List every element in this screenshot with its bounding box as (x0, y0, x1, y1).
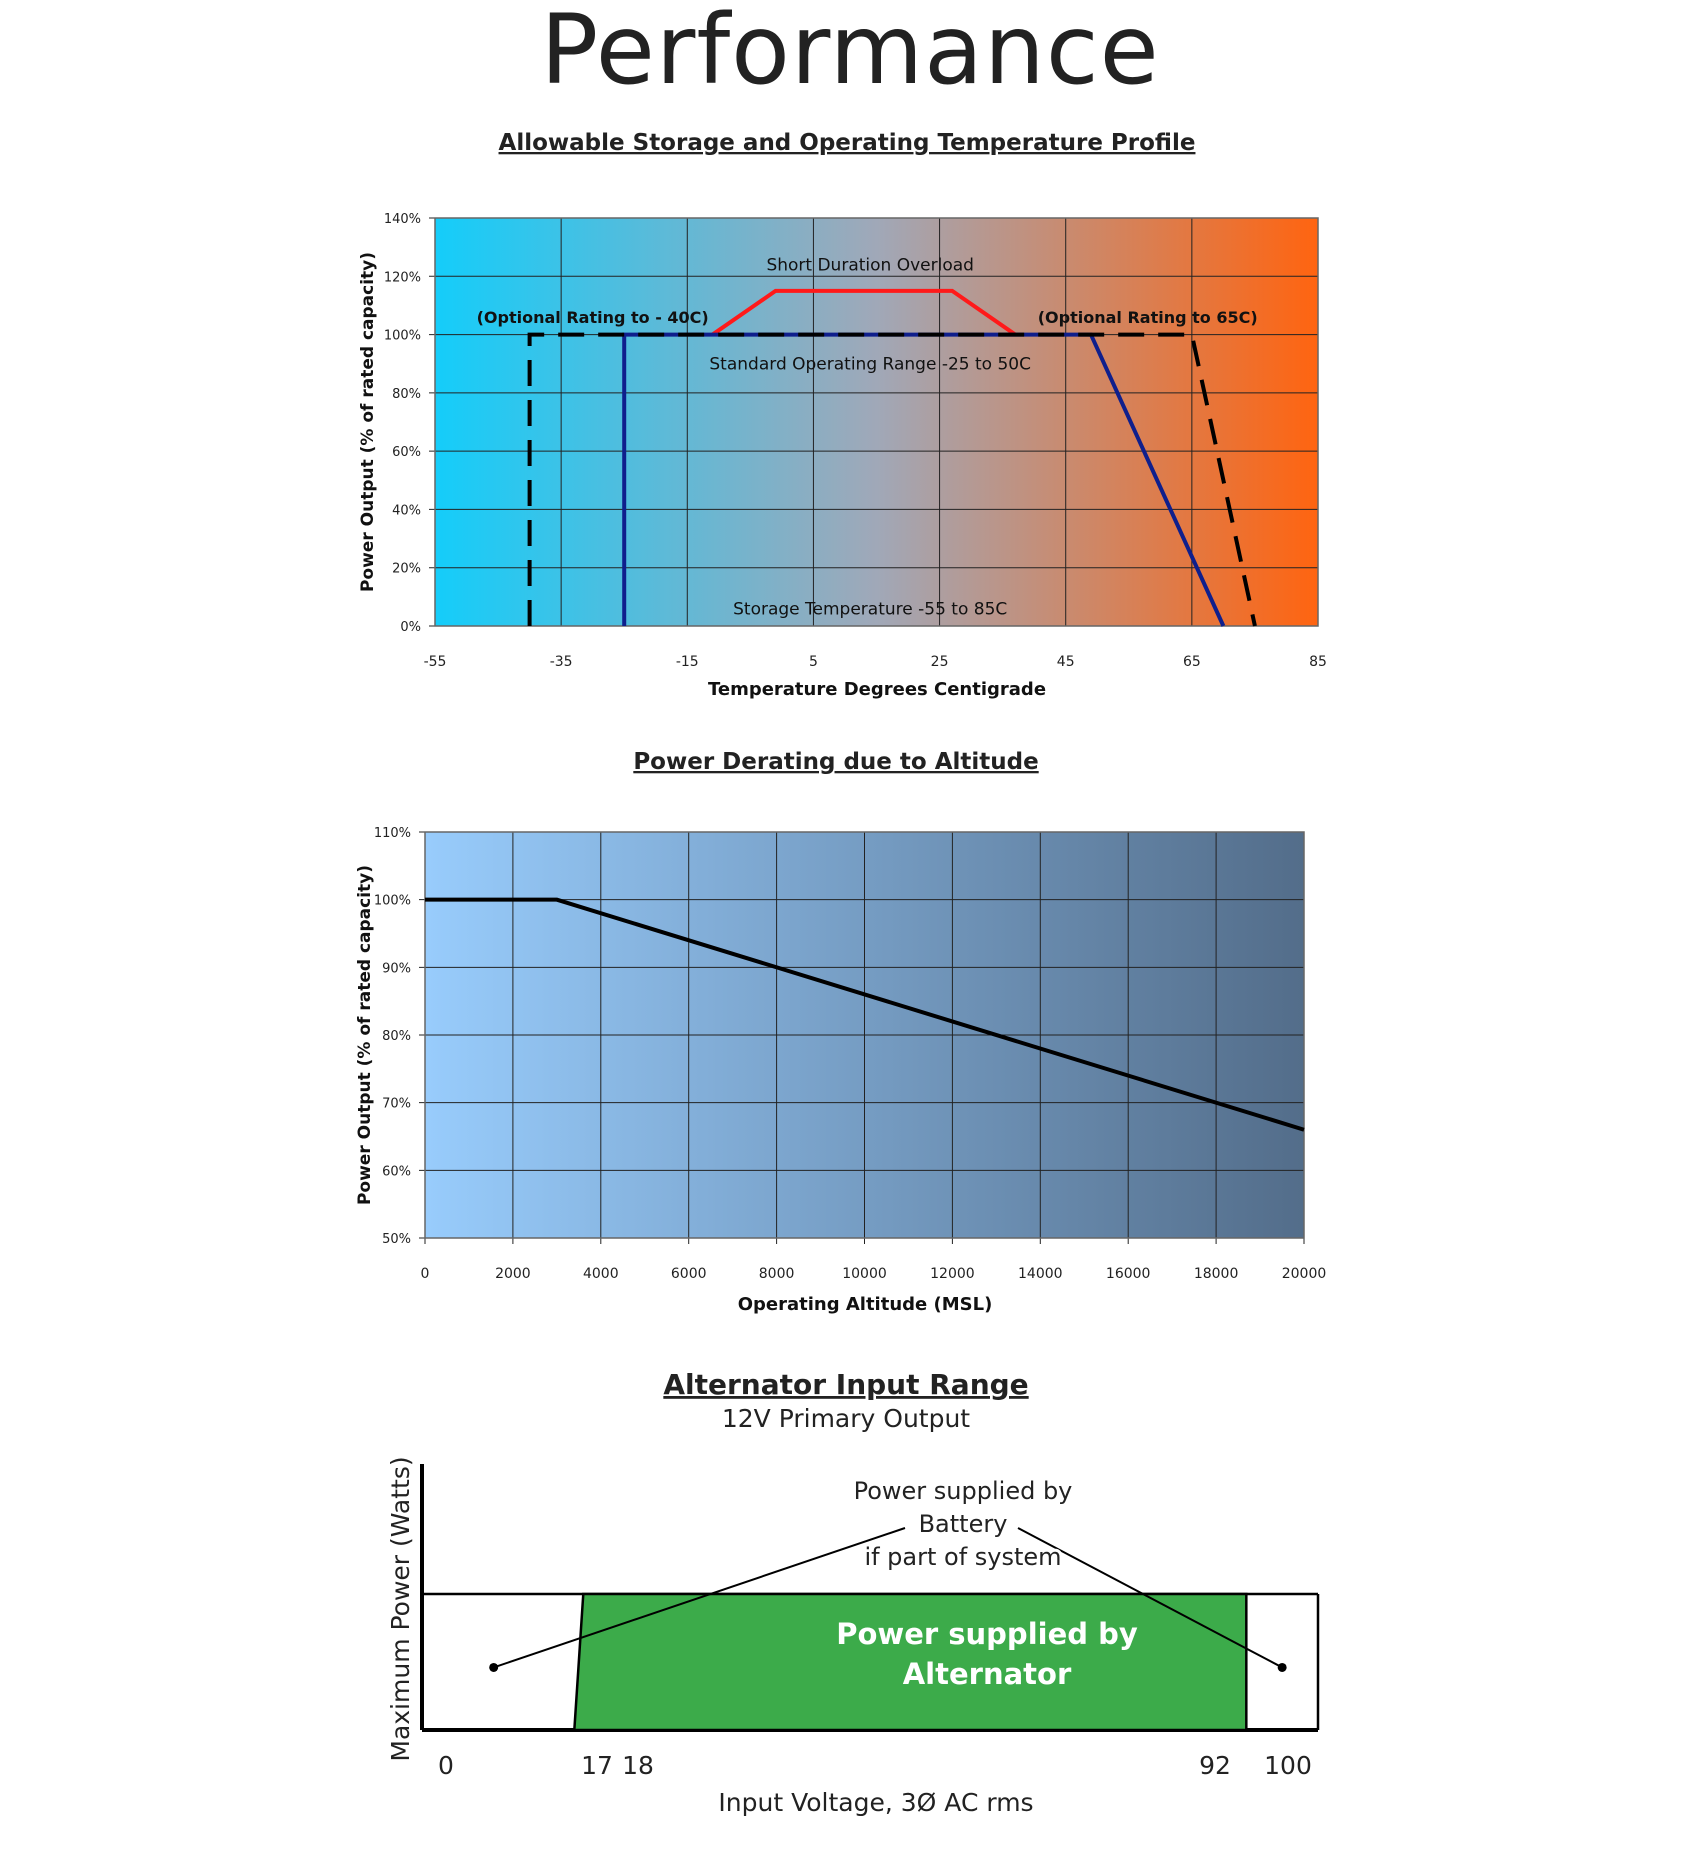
x-tick-label: 100 (1264, 1751, 1312, 1780)
alternator-label: Power supplied by (836, 1617, 1138, 1651)
x-axis-label: Operating Altitude (MSL) (737, 1294, 993, 1315)
y-tick-label: 50% (382, 1232, 411, 1247)
x-tick-label: 45 (1056, 654, 1075, 670)
y-tick-label: 60% (392, 445, 421, 461)
x-tick-label: 25 (930, 654, 949, 670)
x-tick-label: 12000 (930, 1266, 975, 1282)
y-tick-label: 100% (383, 328, 421, 344)
y-axis-label: Maximum Power (Watts) (386, 1456, 415, 1762)
x-tick-label: 8000 (758, 1266, 795, 1282)
y-tick-label: 0% (400, 620, 421, 635)
x-tick-label: 18 (622, 1751, 654, 1780)
y-tick-label: 80% (382, 1029, 411, 1044)
annotation-label: Storage Temperature -55 to 85C (733, 599, 1008, 620)
x-tick-label: 92 (1199, 1751, 1231, 1780)
page-title: Performance (540, 0, 1160, 106)
altitude-derating-chart (0, 730, 1700, 1330)
y-tick-label: 90% (382, 961, 411, 977)
x-tick-label: -55 (423, 654, 447, 670)
y-tick-label: 70% (382, 1096, 411, 1112)
annotation-label: Standard Operating Range -25 to 50C (709, 354, 1031, 375)
y-axis-label: Power Output (% of rated capacity) (355, 864, 375, 1206)
y-tick-label: 60% (382, 1164, 411, 1180)
y-tick-label: 120% (383, 270, 421, 286)
x-tick-label: 0 (438, 1751, 454, 1780)
y-axis-label: Power Output (% of rated capacity) (358, 251, 378, 593)
x-tick-label: 5 (808, 654, 818, 670)
x-tick-label: 18000 (1193, 1266, 1239, 1282)
y-tick-label: 20% (392, 561, 421, 577)
x-tick-label: 10000 (842, 1266, 887, 1282)
x-axis-label: Temperature Degrees Centigrade (707, 679, 1047, 700)
chart-title: Power Derating due to Altitude (633, 749, 1039, 775)
plot-area (435, 218, 1318, 626)
annotation-label: (Optional Rating to - 40C) (476, 307, 709, 327)
x-tick-label: 65 (1182, 654, 1201, 670)
alternator-label: Alternator (902, 1657, 1072, 1691)
x-tick-label: 17 (581, 1751, 613, 1780)
alternator-input-chart (0, 1334, 1700, 1854)
chart-title: Allowable Storage and Operating Temperature Profile (498, 130, 1196, 156)
x-tick-label: 14000 (1018, 1266, 1063, 1282)
x-tick-label: 6000 (670, 1266, 707, 1282)
battery-label: if part of system (864, 1543, 1062, 1571)
x-tick-label: 4000 (582, 1266, 619, 1282)
annotation-label: (Optional Rating to 65C) (1037, 307, 1258, 327)
chart-title: Alternator Input Range (663, 1368, 1029, 1401)
y-tick-label: 140% (383, 212, 421, 227)
x-tick-label: 2000 (495, 1266, 531, 1282)
chart-subtitle: 12V Primary Output (721, 1404, 971, 1433)
x-axis-label: Input Voltage, 3Ø AC rms (718, 1788, 1034, 1817)
battery-callout-point (489, 1663, 498, 1672)
x-tick-label: -35 (549, 654, 573, 670)
battery-label: Battery (918, 1510, 1008, 1538)
x-tick-label: 16000 (1105, 1266, 1151, 1282)
x-tick-label: 0 (420, 1266, 430, 1282)
y-tick-label: 80% (392, 386, 421, 402)
x-tick-label: -15 (675, 654, 699, 670)
annotation-label: Short Duration Overload (766, 255, 974, 276)
y-tick-label: 100% (373, 893, 411, 909)
battery-callout-point (1278, 1663, 1287, 1672)
battery-label: Power supplied by (853, 1477, 1073, 1505)
x-tick-label: 85 (1309, 654, 1327, 670)
y-tick-label: 110% (373, 826, 411, 841)
y-tick-label: 40% (392, 503, 421, 519)
x-tick-label: 20000 (1281, 1266, 1327, 1282)
temperature-profile-chart (0, 110, 1700, 730)
